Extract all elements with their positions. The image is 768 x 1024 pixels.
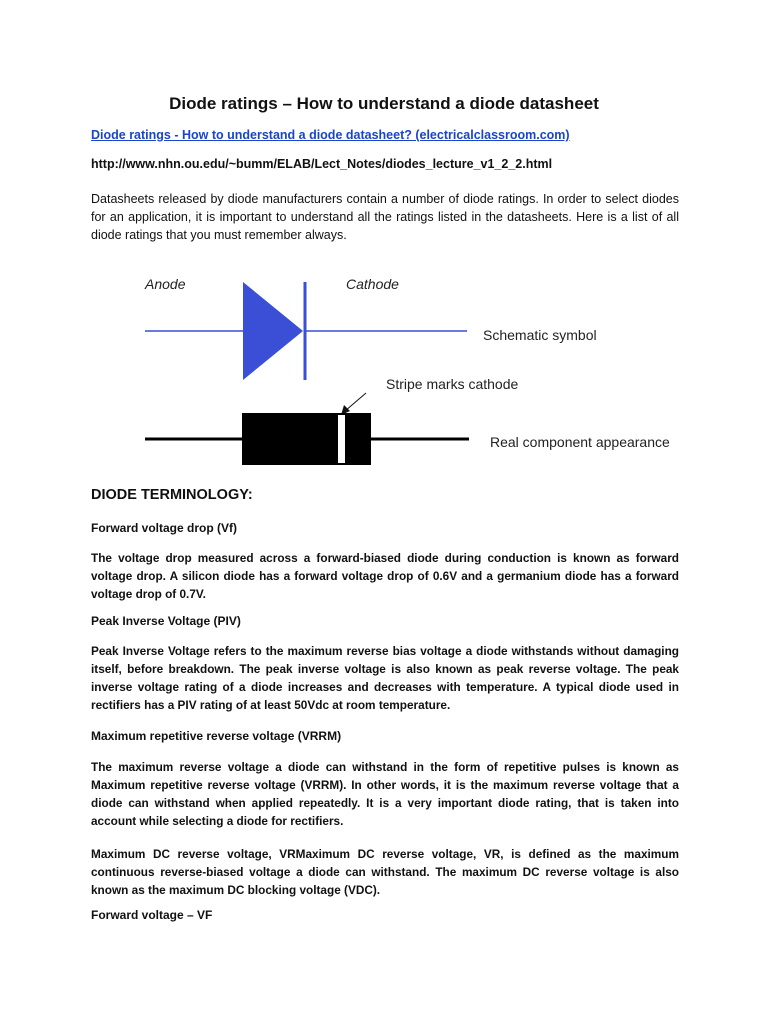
diode-figure bbox=[130, 265, 710, 475]
real-component-label: Real component appearance bbox=[490, 434, 670, 450]
reference-url: http://www.nhn.ou.edu/~bumm/ELAB/Lect_Notes/diodes_lecture_v1_2_2.html bbox=[91, 157, 553, 171]
terminology-heading: DIODE TERMINOLOGY: bbox=[91, 487, 253, 503]
cathode-label: Cathode bbox=[346, 276, 399, 292]
real-component bbox=[145, 413, 469, 465]
page-title: Diode ratings – How to understand a diode datasheet bbox=[169, 94, 599, 113]
section-text-vrrm: The maximum reverse voltage a diode can withstand in the form of repetitive pulses is known as Maximum repetitive reverse voltage (VRRM). In other words, it is the maximum reverse voltage that a diode can withstand when applied repeatedly. It is a very important diode rating, that is taken into account while selecting a diode for rectifiers. bbox=[91, 760, 679, 828]
source-link[interactable]: Diode ratings - How to understand a diode datasheet? (electricalclassroom.com) bbox=[91, 128, 570, 142]
anode-label: Anode bbox=[145, 276, 186, 292]
section-title-vf: Forward voltage drop (Vf) bbox=[91, 521, 238, 535]
cathode-stripe bbox=[338, 415, 345, 463]
diode-triangle bbox=[243, 282, 303, 380]
schematic-symbol-label: Schematic symbol bbox=[483, 327, 597, 343]
stripe-label: Stripe marks cathode bbox=[386, 376, 519, 392]
intro-paragraph: Datasheets released by diode manufacturers contain a number of diode ratings. In order to select diodes for an application, it is important to understand all the ratings listed in the datasheets. Here is a list of all diode ratings that you must remember always. bbox=[91, 192, 679, 242]
stripe-arrow bbox=[345, 393, 366, 411]
section-text-max-dc-reverse: Maximum DC reverse voltage, VRMaximum DC reverse voltage, VR, is defined as the maximum continuous reverse-biased voltage a diode can withstand. The maximum DC reverse voltage is also known as the maximum DC blocking voltage (VDC). bbox=[91, 847, 679, 897]
section-title-forward-voltage: Forward voltage – VF bbox=[91, 908, 213, 922]
section-title-vrrm: Maximum repetitive reverse voltage (VRRM) bbox=[91, 729, 342, 743]
component-body bbox=[242, 413, 371, 465]
section-title-piv: Peak Inverse Voltage (PIV) bbox=[91, 614, 241, 628]
schematic-symbol bbox=[145, 282, 467, 380]
section-text-piv: Peak Inverse Voltage refers to the maximum reverse bias voltage a diode withstands without damaging itself, before breakdown. The peak inverse voltage is also known as peak reverse voltage. The peak inverse voltage rating of a diode increases and decreases with temperature. A typical diode used in rectifiers has a PIV rating of at least 50Vdc at room temperature. bbox=[91, 644, 679, 712]
section-text-vf: The voltage drop measured across a forward-biased diode during conduction is known as forward voltage drop. A silicon diode has a forward voltage drop of 0.6V and a germanium diode has a forward voltage drop of 0.7V. bbox=[91, 551, 679, 601]
